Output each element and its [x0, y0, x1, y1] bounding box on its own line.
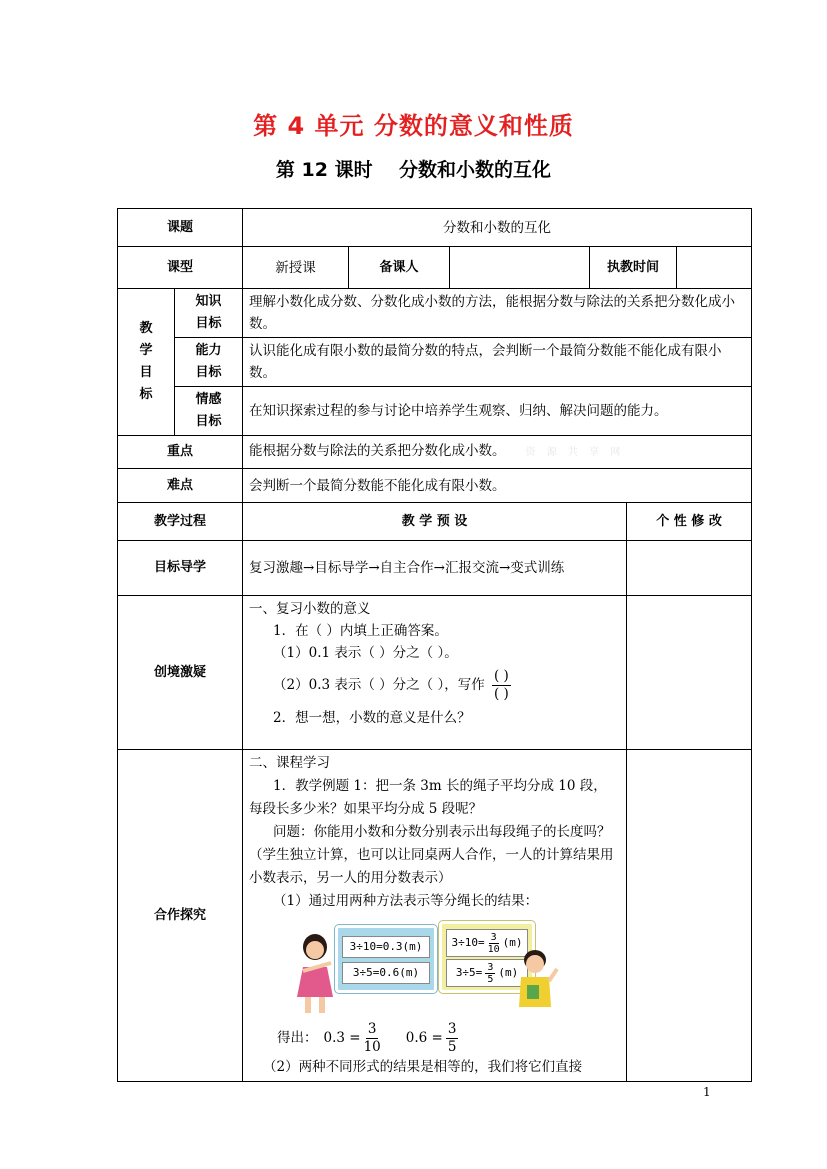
situation-line: （1）0.1 表示（ ）分之（ ）。	[273, 645, 458, 661]
result-fraction	[364, 1021, 381, 1056]
guide-modify-cell	[627, 541, 752, 596]
result-eq-lhs: 0.3 =	[323, 1030, 361, 1046]
board-equation: 3÷10=0.3(m)	[342, 936, 430, 958]
type-row	[118, 247, 752, 289]
goal-char: 学	[139, 343, 153, 358]
teaching-goals-label	[118, 289, 175, 436]
preparer-value	[450, 247, 590, 289]
situation-content	[243, 596, 627, 750]
blank-fraction	[492, 668, 511, 703]
knowledge-goal-row	[118, 289, 752, 338]
equation-lhs: 3÷5=	[455, 966, 483, 979]
fraction-numerator: 3	[367, 1021, 377, 1037]
equation-fraction	[488, 932, 500, 955]
fraction-numerator: ( )	[494, 668, 509, 684]
situation-line: 1．在（ ）内填上正确答案。	[273, 623, 448, 639]
type-value: 新授课	[243, 247, 349, 289]
guide-text: 复习激趣→目标导学→自主合作→汇报交流→变式训练	[243, 541, 627, 596]
knowledge-goal-text: 理解小数化成分数、分数化成小数的方法，能根据分数与除法的关系把分数化成小数。	[243, 289, 752, 338]
explore-line: 二、课程学习	[249, 755, 331, 771]
board-equation: 3÷5=0.6(m)	[342, 962, 430, 984]
preparer-label: 备课人	[349, 247, 450, 289]
goal-char: 标	[139, 387, 153, 402]
process-header-row	[118, 503, 752, 541]
situation-label: 创境激疑	[118, 596, 243, 750]
difficulty-label: 难点	[118, 469, 243, 503]
decimal-board	[335, 925, 437, 993]
label-line: 目标	[195, 365, 222, 380]
label-line: 目标	[195, 414, 222, 429]
explore-label: 合作探究	[118, 750, 243, 1082]
difficulty-row	[118, 469, 752, 503]
explore-line: 问题：你能用小数和分数分别表示出每段绳子的长度吗？（学生独立计算，也可以让同桌两人合作，一人的计算结果用小数表示，另一人的用分数表示）	[249, 824, 614, 886]
situation-row	[118, 596, 752, 750]
explore-line: 1．教学例题 1：把一条 3m 长的绳子平均分成 10 段，每段长多少米？如果平均分成 5 段呢？	[249, 778, 607, 817]
watermark-text: 资 源 共 享 网	[525, 447, 625, 458]
modify-header: 个 性 修 改	[627, 503, 752, 541]
design-header: 教 学 预 设	[243, 503, 627, 541]
key-point-text: 能根据分数与除法的关系把分数化成小数。	[249, 443, 506, 459]
classroom-illustration	[291, 921, 561, 1015]
key-point-row	[118, 436, 752, 469]
time-label: 执教时间	[590, 247, 677, 289]
result-fraction	[446, 1021, 459, 1056]
lesson-plan-table	[117, 208, 752, 1082]
situation-line: （2）0.3 表示（ ）分之（ ），写作	[273, 677, 485, 693]
knowledge-goal-label	[175, 289, 243, 338]
result-eq-lhs: 0.6 =	[405, 1030, 443, 1046]
fraction-denominator: ( )	[494, 686, 509, 702]
label-line: 能力	[195, 343, 222, 358]
result-prefix: 得出：	[277, 1030, 318, 1046]
key-point-label: 重点	[118, 436, 243, 469]
explore-line: （1）通过用两种方法表示等分绳长的结果：	[273, 893, 539, 909]
fraction-numerator: 3	[490, 931, 497, 943]
ability-goal-text: 认识能化成有限小数的最简分数的特点，会判断一个最简分数能不能化成有限小数。	[243, 338, 752, 387]
topic-label: 课题	[118, 209, 243, 247]
ability-goal-row	[118, 338, 752, 387]
explore-row	[118, 750, 752, 1082]
fraction-numerator: 3	[447, 1021, 457, 1037]
explore-line: （2）两种不同形式的结果是相等的，我们将它们直接	[263, 1059, 583, 1075]
fraction-numerator: 3	[487, 961, 494, 973]
emotion-goal-text: 在知识探索过程的参与讨论中培养学生观察、归纳、解决问题的能力。	[243, 387, 752, 436]
goal-char: 目	[139, 365, 153, 380]
page-number: 1	[703, 1085, 711, 1099]
guide-label: 目标导学	[118, 541, 243, 596]
process-label: 教学过程	[118, 503, 243, 541]
girl-student-figure	[291, 931, 341, 1015]
situation-line: 一、复习小数的意义	[249, 601, 371, 617]
type-label: 课型	[118, 247, 243, 289]
fraction-denominator: 10	[363, 1039, 381, 1055]
explore-content	[243, 750, 627, 1082]
explore-modify-cell	[627, 750, 752, 1082]
emotion-goal-row	[118, 387, 752, 436]
fraction-denominator: 5	[487, 973, 494, 985]
equation-unit: (m)	[498, 966, 519, 979]
situation-line: 2．想一想，小数的意义是什么？	[273, 710, 471, 726]
label-line: 目标	[195, 316, 222, 331]
goal-char: 教	[139, 321, 153, 336]
guide-row	[118, 541, 752, 596]
situation-modify-cell	[627, 596, 752, 750]
ability-goal-label	[175, 338, 243, 387]
topic-value: 分数和小数的互化	[243, 209, 752, 247]
equation-fraction	[485, 962, 495, 985]
emotion-goal-label	[175, 387, 243, 436]
fraction-denominator: 10	[487, 943, 500, 955]
time-value	[677, 247, 752, 289]
result-line	[277, 1021, 620, 1056]
key-point-cell	[243, 436, 752, 469]
label-line: 知识	[195, 294, 222, 309]
situation-line-with-frac	[249, 668, 620, 703]
boy-student-figure	[513, 947, 561, 1015]
label-line: 情感	[195, 392, 222, 407]
unit-title: 第 4 单元 分数的意义和性质	[253, 112, 574, 140]
difficulty-text: 会判断一个最简分数能不能化成有限小数。	[243, 469, 752, 503]
equation-lhs: 3÷10=	[451, 936, 485, 949]
topic-row	[118, 209, 752, 247]
equation-unit: (m)	[502, 936, 523, 949]
fraction-denominator: 5	[447, 1039, 457, 1055]
lesson-title: 第 12 课时 分数和小数的互化	[275, 159, 552, 181]
